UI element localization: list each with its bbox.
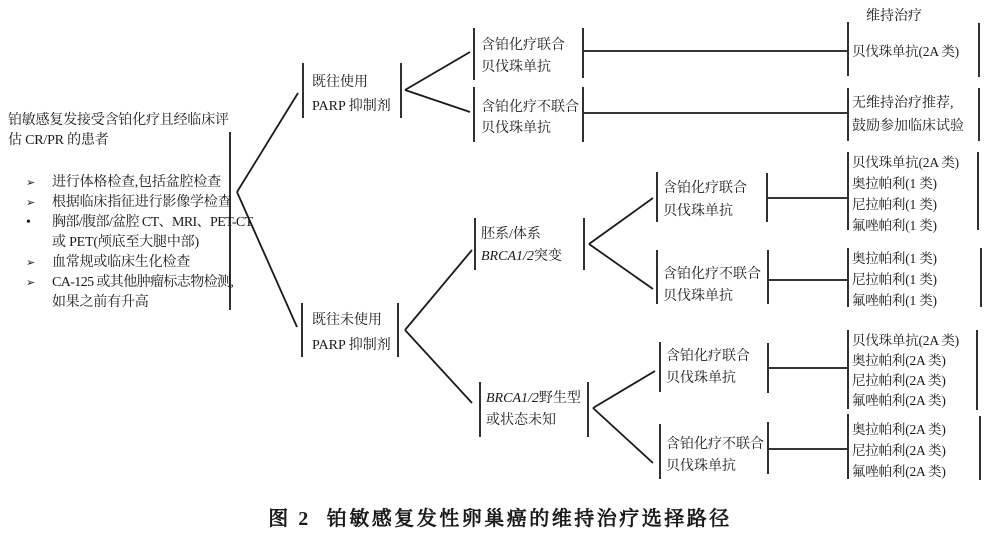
figure-caption-label: 图 2 xyxy=(268,508,311,530)
column-header-maintenance: 维持治疗 xyxy=(866,9,922,24)
node-wt-chemo-no-bev: 含铂化疗不联合 贝伐珠单抗 xyxy=(666,437,764,474)
node-wt-chemo-bev: 含铂化疗联合 贝伐珠单抗 xyxy=(666,349,750,386)
figure-caption xyxy=(0,502,1000,531)
node-prior-chemo-bev: 含铂化疗联合 贝伐珠单抗 xyxy=(481,38,565,75)
checklist-item-ct-mri-pet: • 胸部/腹部/盆腔 CT、MRI、PET-CT 或 PET(颅底至大腿中部) xyxy=(26,215,253,250)
checklist-item-blood-tests: ➢ 血常规或临床生化检查 xyxy=(8,253,244,273)
checklist-item-ca125: ➢ CA-125 或其他肿瘤标志物检测, 如果之前有升高 xyxy=(26,275,234,310)
outcome-wt-no-bev: 奥拉帕利(2A 类) 尼拉帕利(2A 类) 氟唑帕利(2A 类) xyxy=(852,422,946,479)
node-prior-chemo-no-bev: 含铂化疗不联合 贝伐珠单抗 xyxy=(481,100,579,136)
checklist-item-physical-exam: ➢ 进行体格检查,包括盆腔检查 xyxy=(8,173,244,193)
node-mut-chemo-no-bev: 含铂化疗不联合 贝伐珠单抗 xyxy=(663,267,761,304)
node-parp-naive: 既往未使用 PARP 抑制剂 xyxy=(312,313,391,353)
dot-bullet-icon: • xyxy=(26,215,31,230)
checklist-item-imaging: ➢ 根据临床指征进行影像学检查 xyxy=(8,193,244,213)
patient-title-line2: 估 CR/PR 的患者 xyxy=(8,133,109,148)
node-mut-chemo-bev: 含铂化疗联合 贝伐珠单抗 xyxy=(663,181,747,219)
figure-caption-text: 铂敏感复发性卵巢癌的维持治疗选择路径 xyxy=(326,508,732,530)
node-brca-mutated: 胚系/体系 BRCA1/2突变 xyxy=(481,227,562,264)
arrow-bullet-icon: ➢ xyxy=(26,177,36,189)
patient-checklist xyxy=(8,173,253,313)
arrow-bullet-icon: ➢ xyxy=(26,197,36,209)
outcome-wt-bev: 贝伐珠单抗(2A 类) 奥拉帕利(2A 类) 尼拉帕利(2A 类) 氟唑帕利(2A 类) xyxy=(852,333,959,408)
outcome-mut-no-bev: 奥拉帕利(1 类) 尼拉帕利(1 类) 氟唑帕利(1 类) xyxy=(852,251,937,308)
patient-criteria-box xyxy=(8,111,253,313)
outcome-mut-bev: 贝伐珠单抗(2A 类) 奥拉帕利(1 类) 尼拉帕利(1 类) 氟唑帕利(1 类) xyxy=(852,155,959,233)
outcome-prior-no-bev: 无维持治疗推荐, 鼓励参加临床试验 xyxy=(852,96,964,134)
node-parp-prior: 既往使用 PARP 抑制剂 xyxy=(312,75,391,114)
outcome-prior-bev: 贝伐珠单抗(2A 类) xyxy=(852,44,959,59)
arrow-bullet-icon: ➢ xyxy=(26,257,36,269)
arrow-bullet-icon: ➢ xyxy=(26,277,36,289)
patient-title-line1: 铂敏感复发接受含铂化疗且经临床评 xyxy=(8,113,229,128)
node-brca-wild-type: BRCA1/2野生型 或状态未知 xyxy=(486,391,581,428)
